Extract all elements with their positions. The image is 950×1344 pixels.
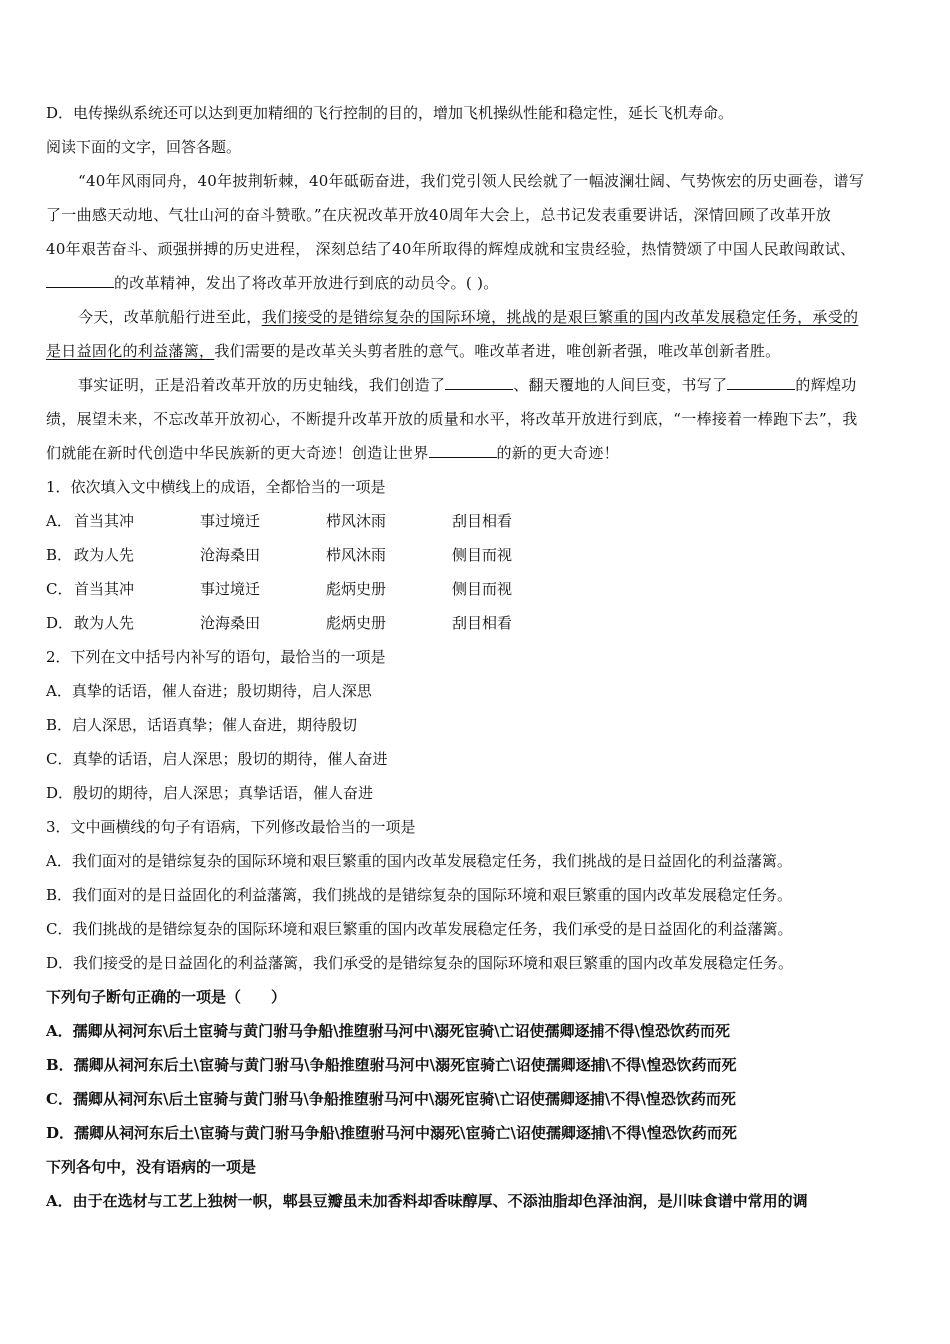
reading-passage <box>46 164 906 470</box>
document-page <box>46 96 906 1218</box>
passage-line: 们就能在新时代创造中华民族新的更大奇迹！创造让世界 的新的更大奇迹！ <box>46 444 619 462</box>
prev-option-d: D．电传操纵系统还可以达到更加精细的飞行控制的目的，增加飞机操纵性能和稳定性，延长飞机寿命。 <box>46 104 734 122</box>
passage-line: 的改革精神，发出了将改革开放进行到底的动员令。( )。 <box>46 266 906 300</box>
q1-option-b: B． 政为人先 沧海桑田 栉风沐雨 侧目而视 <box>46 546 513 564</box>
question-3-stem: 3．文中画横线的句子有语病，下列修改最恰当的一项是 <box>46 818 416 836</box>
fill-blank <box>727 375 795 390</box>
reading-intro: 阅读下面的文字，回答各题。 <box>46 138 242 156</box>
passage-line: 事实证明，正是沿着改革开放的历史轴线，我们创造了 、翻天覆地的人间巨变，书写了 的辉煌功 <box>78 376 857 394</box>
passage-line: 了一曲感天动地、气壮山河的奋斗赞歌。”在庆祝改革开放40周年大会上，总书记发表重要讲话，深情回顾了改革开放 <box>46 206 832 224</box>
question-5-stem: 下列各句中，没有语病的一项是 <box>46 1158 257 1176</box>
passage-line: 是日益固化的利益藩篱，我们需要的是改革关头剪者胜的意气。唯改革者进，唯创新者强，唯改革创新者胜。 <box>46 342 781 360</box>
fill-blank <box>429 443 497 458</box>
q2-option-b: B．启人深思，话语真挚；催人奋进，期待殷切 <box>46 716 358 734</box>
q3-option-b: B．我们面对的是日益固化的利益藩篱，我们挑战的是错综复杂的国际环境和艰巨繁重的国内改革发展稳定任务。 <box>46 886 793 904</box>
q5-option-a: A．由于在选材与工艺上独树一帜，郫县豆瓣虽未加香料却香味醇厚、不添油脂却色泽油润，是川味食谱中常用的调 <box>46 1192 808 1210</box>
q1-option-c: C． 首当其冲 事过境迁 彪炳史册 侧目而视 <box>46 580 513 598</box>
q4-option-b: B．孺卿从祠河东后土\宦骑与黄门驸马\争船推堕驸马河中\溺死宦骑亡\诏使孺卿逐捕\不得\惶恐饮药而死 <box>46 1056 737 1074</box>
underlined-sentence: 是日益固化的利益藩篱， <box>46 342 215 360</box>
q4-option-d: D．孺卿从祠河东后土\宦骑与黄门驸马争船\推堕驸马河中溺死\宦骑亡\诏使孺卿逐捕\不得\惶恐饮药而死 <box>46 1124 737 1142</box>
passage-line: “40年风雨同舟，40年披荆斩棘，40年砥砺奋进，我们党引领人民绘就了一幅波澜壮阔、气势恢宏的历史画卷，谱写 <box>78 172 865 190</box>
q1-option-d: D． 敢为人先 沧海桑田 彪炳史册 刮目相看 <box>46 614 513 632</box>
passage-line: 今天，改革航船行进至此，我们接受的是错综复杂的国际环境，挑战的是艰巨繁重的国内改革发展稳定任务，承受的 <box>78 308 859 326</box>
question-2-stem: 2．下列在文中括号内补写的语句，最恰当的一项是 <box>46 648 386 666</box>
q2-option-a: A．真挚的话语，催人奋进；殷切期待，启人深思 <box>46 682 372 700</box>
underlined-sentence: 我们接受的是错综复杂的国际环境，挑战的是艰巨繁重的国内改革发展稳定任务，承受的 <box>261 308 859 326</box>
q2-option-d: D．殷切的期待，启人深思；真挚话语，催人奋进 <box>46 784 374 802</box>
question-4-stem: 下列句子断句正确的一项是（ ） <box>46 988 287 1006</box>
question-1-stem: 1．依次填入文中横线上的成语，全都恰当的一项是 <box>46 478 386 496</box>
fill-blank <box>445 375 513 390</box>
passage-line: 40年艰苦奋斗、顽强拼搏的历史进程， 深刻总结了40年所取得的辉煌成就和宝贵经验，热情赞颂了中国人民敢闯敢试、 <box>46 240 856 258</box>
q4-option-c: C．孺卿从祠河东\后土宦骑与黄门驸马\争船推堕驸马河中\溺死宦骑\亡诏使孺卿逐捕\不得\惶恐饮药而死 <box>46 1090 736 1108</box>
passage-line: 绩，展望未来，不忘改革开放初心，不断提升改革开放的质量和水平，将改革开放进行到底，“一棒接着一棒跑下去”，我 <box>46 410 858 428</box>
q2-option-c: C．真挚的话语，启人深思；殷切的期待，催人奋进 <box>46 750 388 768</box>
q3-option-d: D．我们接受的是日益固化的利益藩篱，我们承受的是错综复杂的国际环境和艰巨繁重的国内改革发展稳定任务。 <box>46 954 794 972</box>
q3-option-a: A．我们面对的是错综复杂的国际环境和艰巨繁重的国内改革发展稳定任务，我们挑战的是日益固化的利益藩篱。 <box>46 852 792 870</box>
fill-blank <box>46 273 114 288</box>
q4-option-a: A．孺卿从祠河东\后土宦骑与黄门驸马争船\推堕驸马河中\溺死宦骑\亡诏使孺卿逐捕不得\惶恐饮药而死 <box>46 1022 731 1040</box>
q1-option-a: A． 首当其冲 事过境迁 栉风沐雨 刮目相看 <box>46 512 513 530</box>
q3-option-c: C．我们挑战的是错综复杂的国际环境和艰巨繁重的国内改革发展稳定任务，我们承受的是日益固化的利益藩篱。 <box>46 920 793 938</box>
